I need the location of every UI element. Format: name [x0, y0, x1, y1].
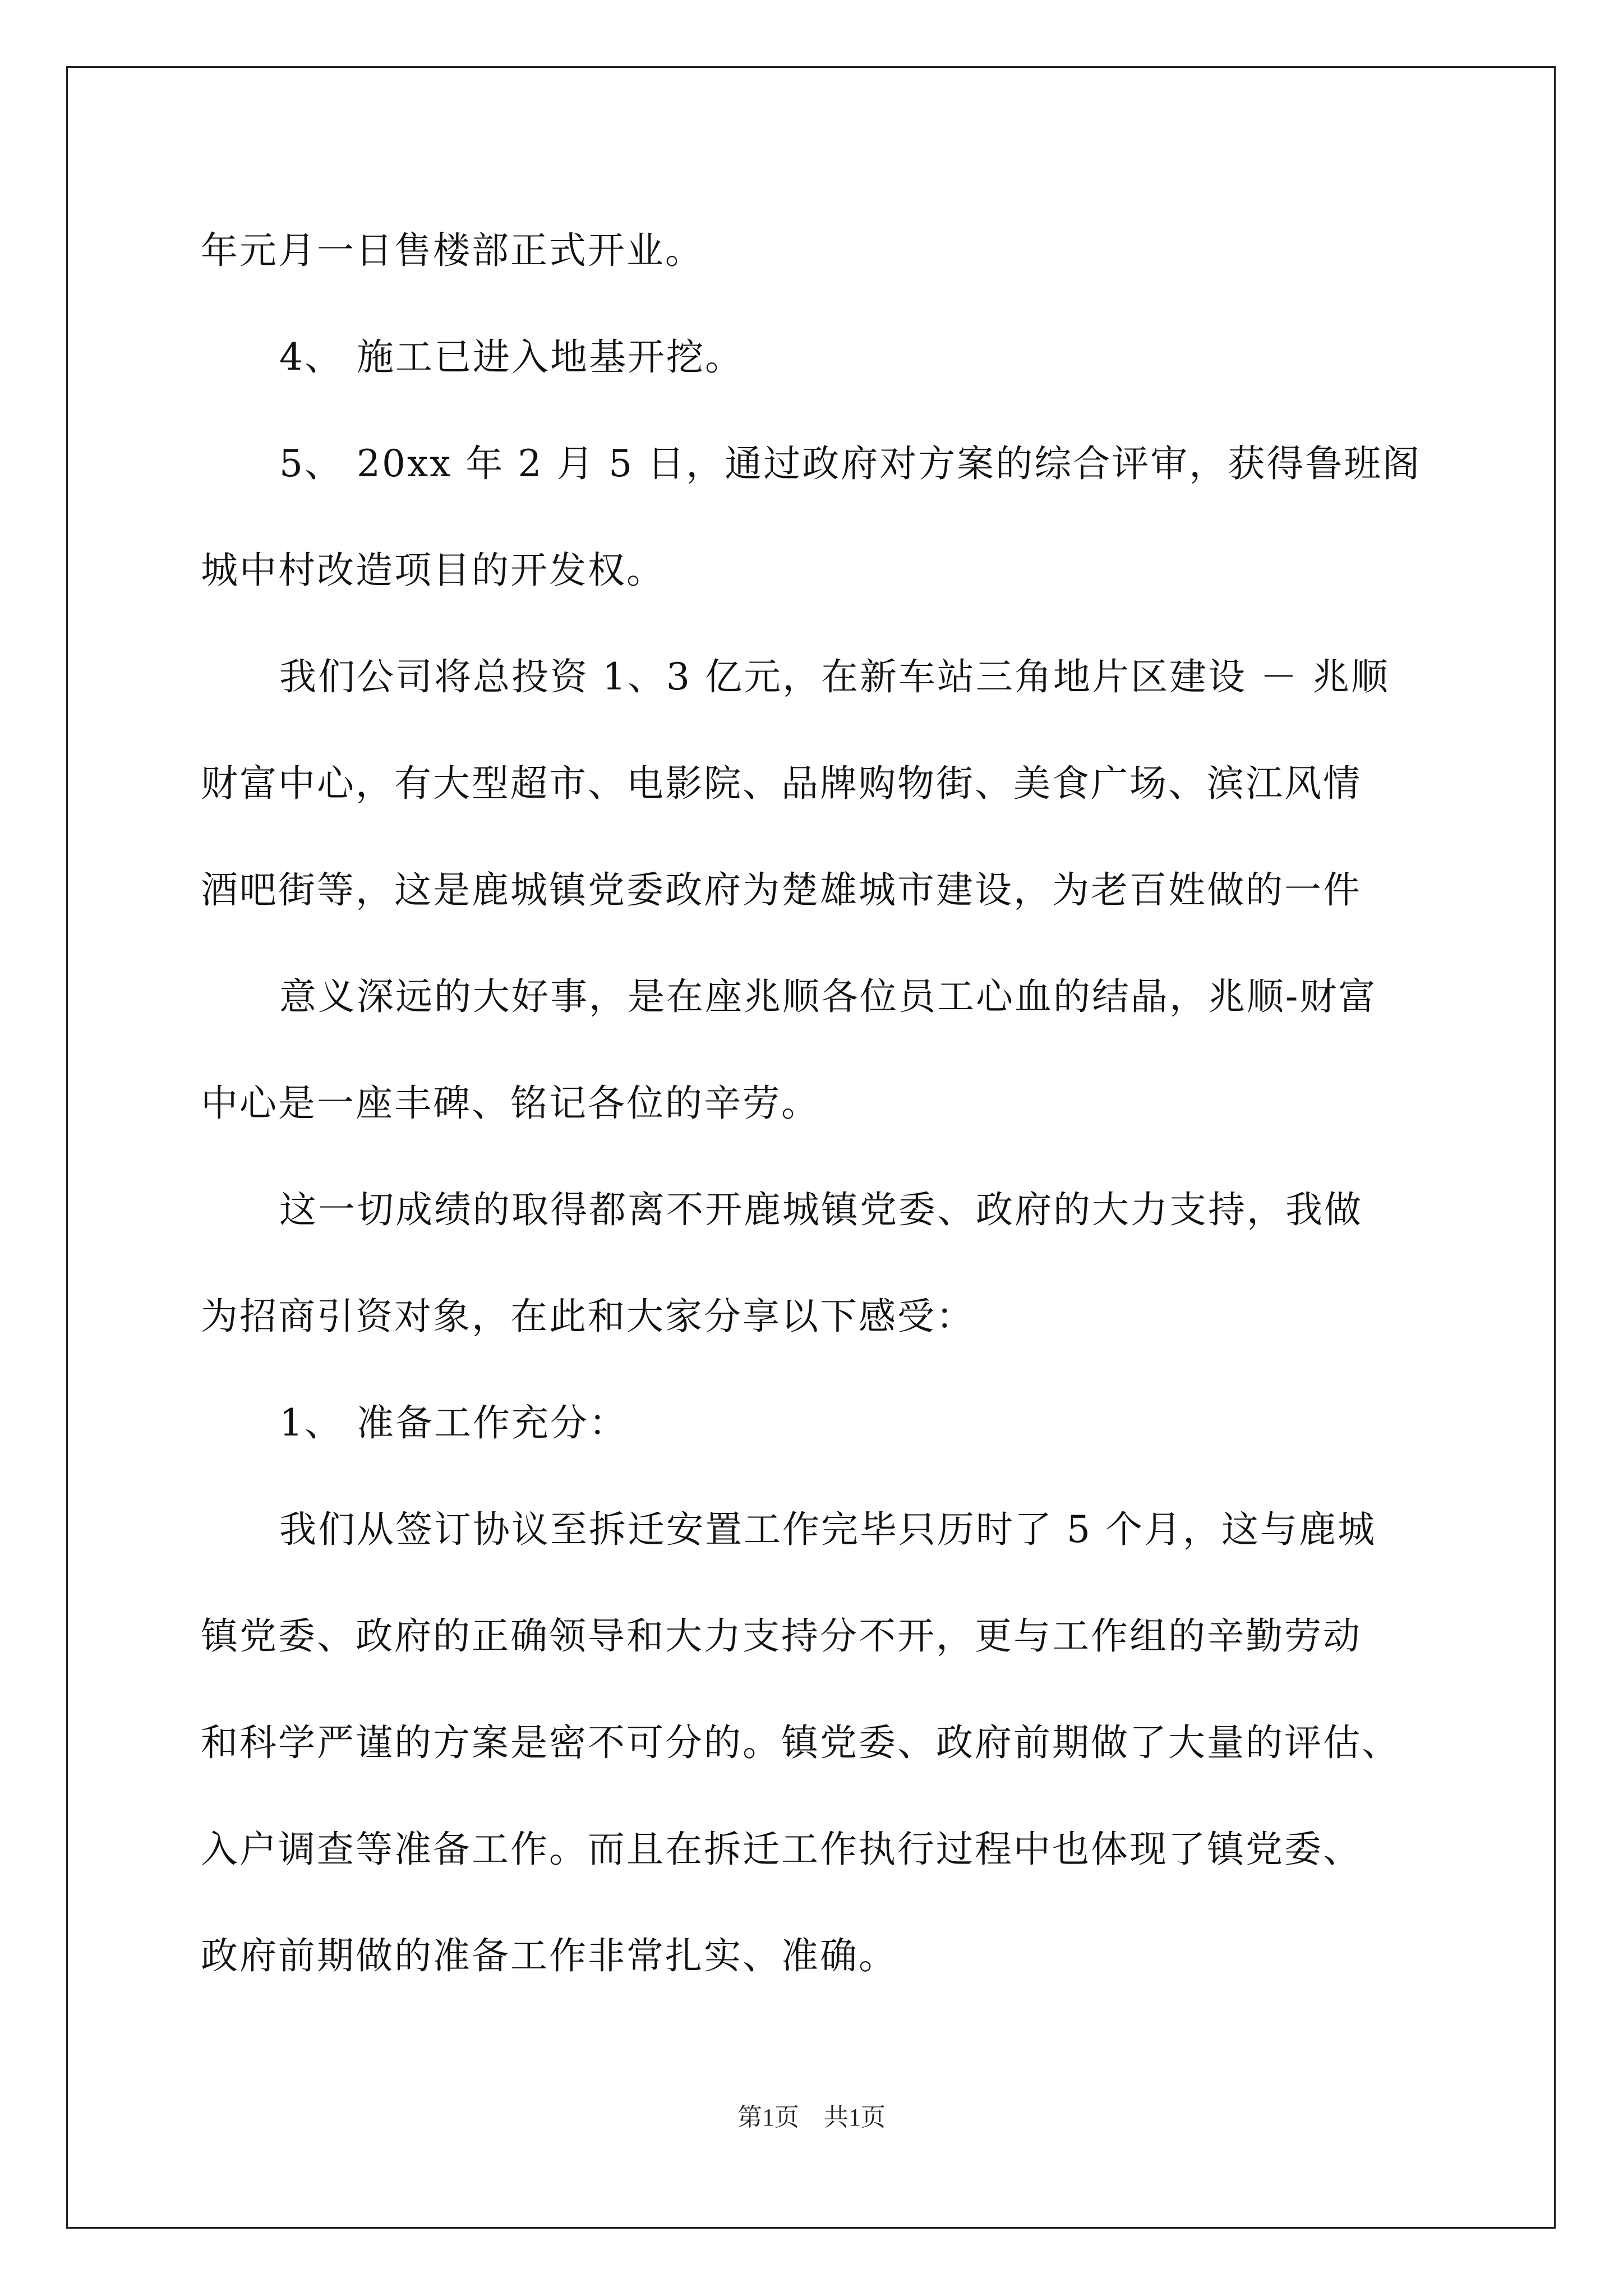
page-footer: 第1页 共1页 [737, 2104, 886, 2131]
list-item-1: 1、 准备工作充分： [279, 1401, 628, 1444]
list-item-4: 4、 施工已进入地基开挖。 [279, 335, 744, 379]
text-line: 中心是一座丰碑、铭记各位的辛劳。 [201, 1082, 820, 1125]
text-line: 城中村改造项目的开发权。 [201, 549, 665, 592]
text-line: 财富中心，有大型超市、电影院、品牌购物街、美食广场、滨江风情 [201, 762, 1362, 805]
document-body [201, 197, 1435, 2009]
text-line: 酒吧街等，这是鹿城镇党委政府为楚雄城市建设，为老百姓做的一件 [201, 868, 1362, 912]
text-line: 镇党委、政府的正确领导和大力支持分不开，更与工作组的辛勤劳动 [201, 1614, 1362, 1658]
text-line: 和科学严谨的方案是密不可分的。镇党委、政府前期做了大量的评估、 [201, 1721, 1400, 1764]
list-item-5: 5、 20xx 年 2 月 5 日，通过政府对方案的综合评审，获得鲁班阁 [279, 442, 1422, 485]
paragraph-start: 我们从签订协议至拆迁安置工作完毕只历时了 5 个月，这与鹿城 [279, 1508, 1376, 1551]
text-line: 为招商引资对象，在此和大家分享以下感受： [201, 1295, 975, 1338]
text-line: 入户调查等准备工作。而且在拆迁工作执行过程中也体现了镇党委、 [201, 1828, 1362, 1871]
text-line: 年元月一日售楼部正式开业。 [201, 229, 704, 272]
text-line: 政府前期做的准备工作非常扎实、准确。 [201, 1934, 897, 1977]
paragraph-start: 意义深远的大好事，是在座兆顺各位员工心血的结晶，兆顺-财富 [279, 975, 1377, 1018]
paragraph-start: 这一切成绩的取得都离不开鹿城镇党委、政府的大力支持，我做 [279, 1188, 1363, 1231]
paragraph-start: 我们公司将总投资 1、3 亿元，在新车站三角地片区建设 － 兆顺 [279, 655, 1390, 698]
